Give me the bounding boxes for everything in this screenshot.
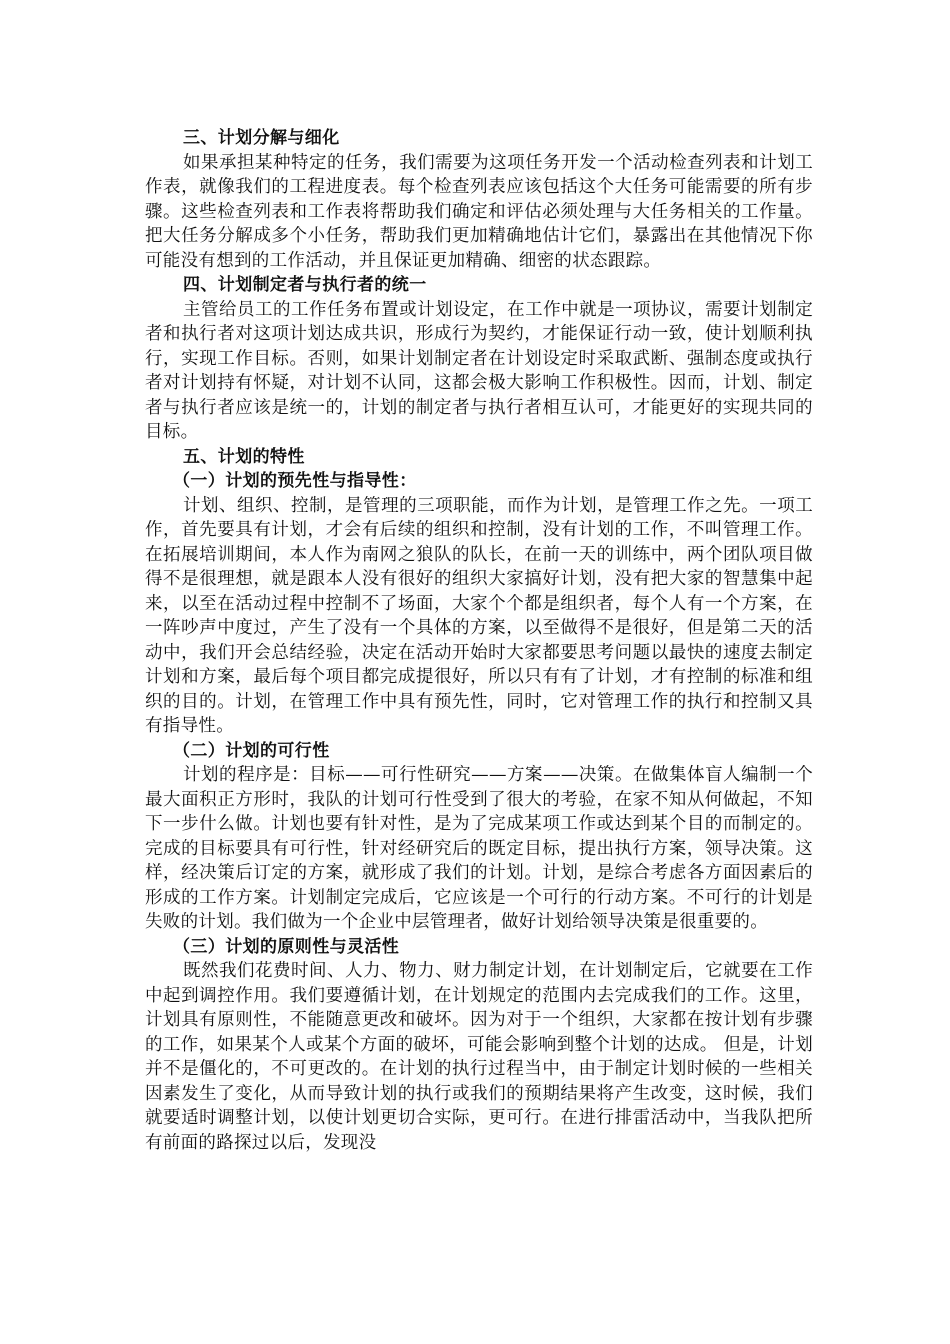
- document-page: [145, 126, 813, 1155]
- subsection-heading-3: （三）计划的原则性与灵活性: [173, 936, 400, 957]
- section-heading-5: 五、计划的特性: [183, 446, 305, 467]
- subsection-3-paragraph: 既然我们花费时间、人力、物力、财力制定计划，在计划制定后，它就要在工作中起到调控作用。我们要遵循计划，在计划规定的范围内去完成我们的工作。这里，计划具有原则性，不能随意更改和破坏。因为对于一个组织，大家都在按计划有步骤的工作，如果某个人或某个方面的破坏，可能会影响到整个计划的达成。 但是，计划并不是僵化的，不可更改的。在计划的执行过程当中，由于制定计划时候的一些相关因素发生了变化，从而导致计划的执行或我们的预期结果将产生改变，这时候，我们就要适时调整计划，以使计划更切合实际，更可行。在进行排雷活动中，当我队把所有前面的路探过以后，发现没: [145, 961, 813, 1153]
- subsection-heading-2: （二）计划的可行性: [173, 740, 330, 761]
- section-3-paragraph: 如果承担某种特定的任务，我们需要为这项任务开发一个活动检查列表和计划工作表，就像我们的工程进度表。每个检查列表应该包括这个大任务可能需要的所有步骤。这些检查列表和工作表将帮助我们确定和评估必须处理与大任务相关的工作量。 把大任务分解成多个小任务，帮助我们更加精确地估计它们，暴露出在其他情况下你可能没有想到的工作活动，并且保证更加精确、细密的状态跟踪。: [145, 152, 813, 271]
- section-heading-4: 四、计划制定者与执行者的统一: [183, 275, 427, 295]
- subsection-2-paragraph: 计划的程序是：目标——可行性研究——方案——决策。在做集体盲人编制一个最大面积正方形时，我队的计划可行性受到了很大的考验，在家不知从何做起，不知下一步什么做。计划也要有针对性，是为了完成某项工作或达到某个目的而制定的。完成的目标要具有可行性，针对经研究后的既定目标，提出执行方案，领导决策。这样，经决策后订定的方案，就形成了我们的计划。计划，是综合考虑各方面因素后的形成的工作方案。计划制定完成后，它应该是一个可行的行动方案。不可行的计划是失败的计划。我们做为一个企业中层管理者，做好计划给领导决策是很重要的。: [145, 765, 813, 932]
- subsection-heading-1: （一）计划的预先性与指导性：: [173, 471, 417, 491]
- section-heading-3: 三、计划分解与细化: [183, 128, 340, 148]
- section-4-paragraph: 主管给员工的工作任务布置或计划设定，在工作中就是一项协议，需要计划制定者和执行者对这项计划达成共识，形成行为契约，才能保证行动一致，使计划顺利执行，实现工作目标。否则，如果计划制定者在计划设定时采取武断、强制态度或执行者对计划持有怀疑，对计划不认同，这都会极大影响工作积极性。因而，计划、制定者与执行者应该是统一的，计划的制定者与执行者相互认可，才能更好的实现共同的目标。: [145, 299, 813, 442]
- subsection-1-paragraph: 计划、组织、控制，是管理的三项职能，而作为计划，是管理工作之先。一项工作，首先要具有计划，才会有后续的组织和控制，没有计划的工作，不叫管理工作。在拓展培训期间，本人作为南网之狼队的队长，在前一天的训练中，两个团队项目做得不是很理想，就是跟本人没有很好的组织大家搞好计划，没有把大家的智慧集中起来，以至在活动过程中控制不了场面，大家个个都是组织者，每个人有一个方案，在一阵吵声中度过，产生了没有一个具体的方案，以至做得不是很好，但是第二天的活动中，我们开会总结经验，决定在活动开始时大家都要思考问题以最快的速度去制定计划和方案，最后每个项目都完成提很好，所以只有有了计划，才有控制的标准和组织的目的。计划，在管理工作中具有预先性，同时，它对管理工作的执行和控制又具有指导性。: [145, 495, 813, 736]
